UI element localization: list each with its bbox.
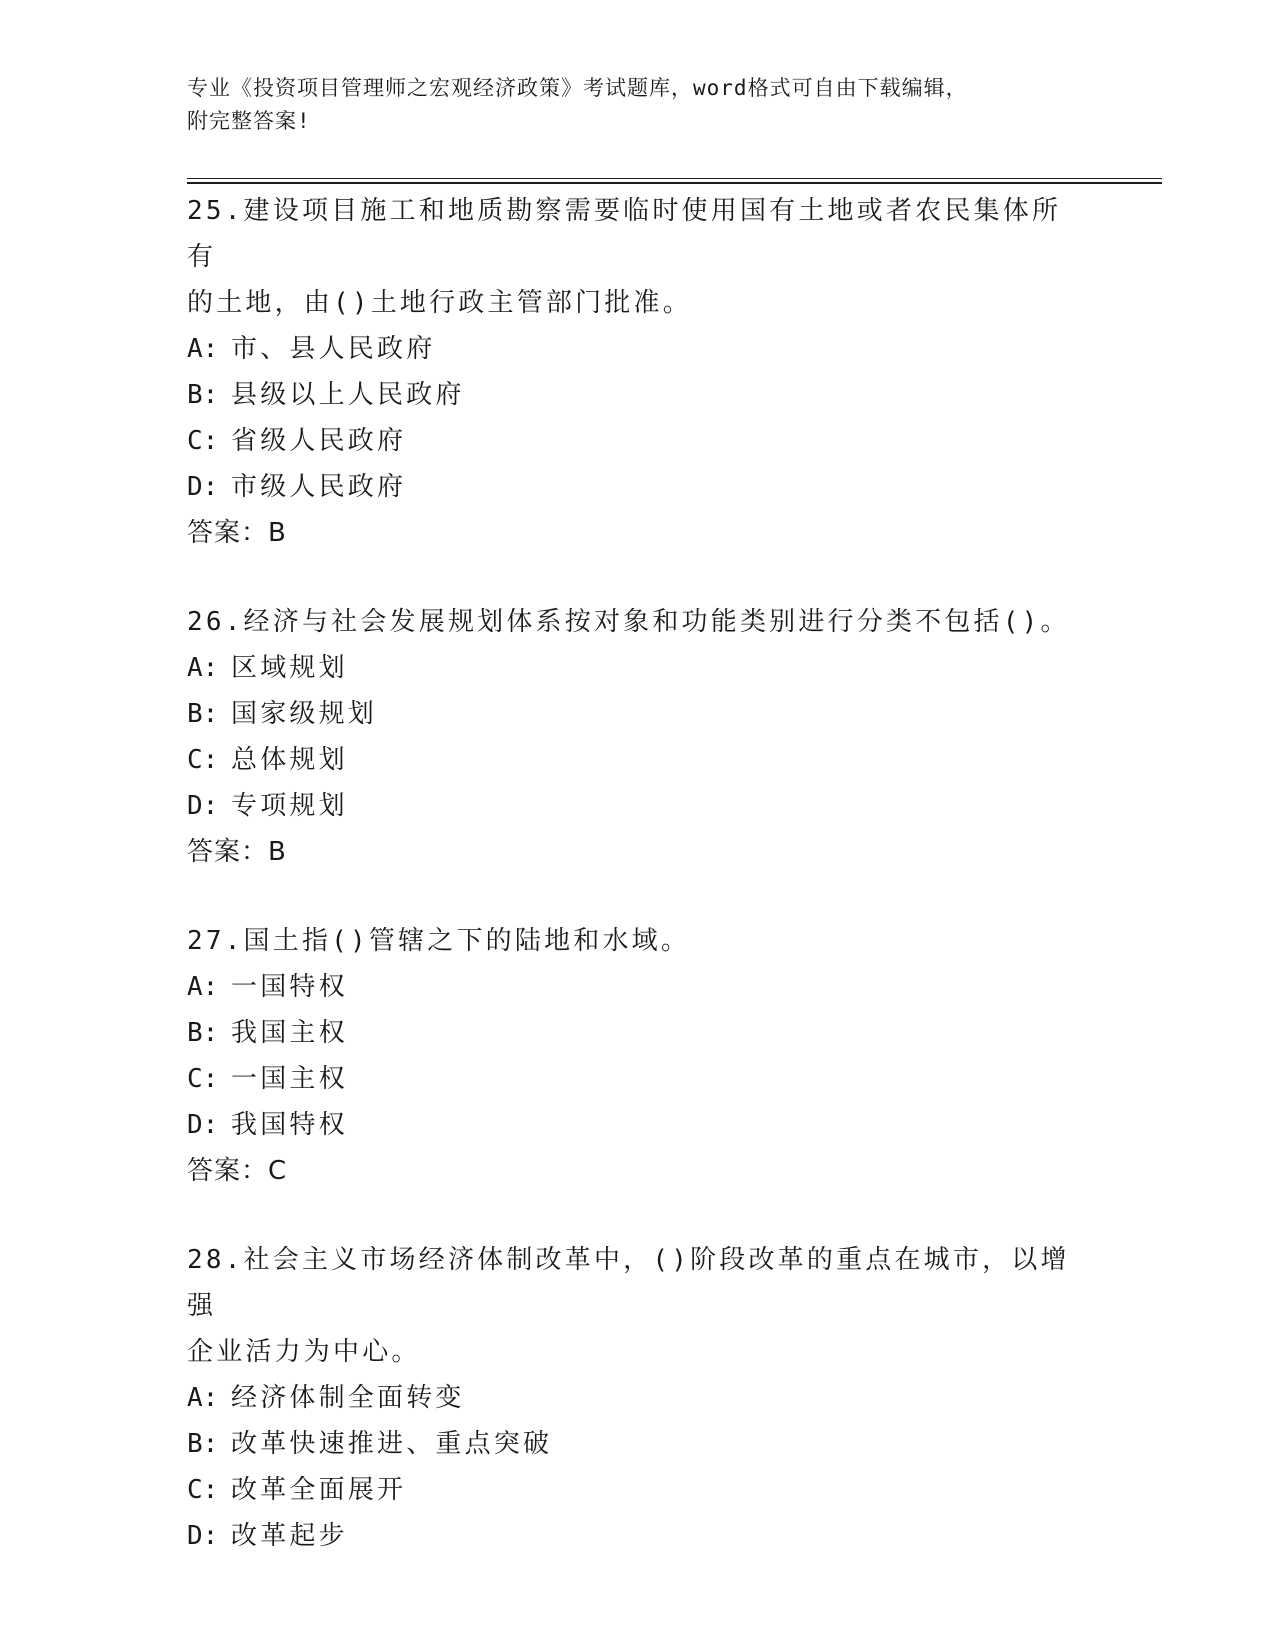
question-text-line: 27.国土指()管辖之下的陆地和水域。: [187, 926, 691, 956]
question-27: [187, 918, 1087, 1194]
option-text: 经济体制全面转变: [231, 1383, 465, 1413]
option-c: [187, 1056, 1087, 1102]
document-header: [187, 72, 1087, 138]
option-key: B:: [187, 380, 219, 410]
question-text: [187, 918, 1087, 964]
question-28: [187, 1237, 1087, 1559]
header-divider-thick: [187, 182, 1162, 184]
option-text: 我国主权: [231, 1018, 348, 1048]
option-d: [187, 1102, 1087, 1148]
answer-line: 答案：B: [187, 837, 287, 867]
option-key: B:: [187, 699, 219, 729]
option-text: 一国主权: [231, 1064, 348, 1094]
option-key: D:: [187, 472, 219, 502]
option-d: [187, 783, 1087, 829]
question-text-line: 28.社会主义市场经济体制改革中，()阶段改革的重点在城市，以增强: [187, 1245, 1070, 1321]
header-line-1: 专业《投资项目管理师之宏观经济政策》考试题库，word格式可自由下载编辑，: [187, 76, 968, 100]
option-text: 市、县人民政府: [231, 334, 436, 364]
option-d: [187, 464, 1087, 510]
option-text: 一国特权: [231, 972, 348, 1002]
option-a: [187, 326, 1087, 372]
option-key: B:: [187, 1018, 219, 1048]
option-c: [187, 1467, 1087, 1513]
option-text: 市级人民政府: [231, 472, 407, 502]
option-key: C:: [187, 745, 219, 775]
option-text: 县级以上人民政府: [231, 380, 465, 410]
option-key: A:: [187, 1383, 219, 1413]
question-text-line: 的土地，由()土地行政主管部门批准。: [187, 288, 692, 318]
option-key: C:: [187, 1064, 219, 1094]
option-b: [187, 372, 1087, 418]
option-text: 区域规划: [231, 653, 348, 683]
answer-line: 答案：C: [187, 1156, 288, 1186]
question-26: [187, 599, 1087, 875]
question-text-line: 25.建设项目施工和地质勘察需要临时使用国有土地或者农民集体所有: [187, 196, 1062, 272]
option-text: 我国特权: [231, 1110, 348, 1140]
header-divider-thin: [187, 178, 1162, 179]
question-text: [187, 599, 1087, 645]
option-text: 国家级规划: [231, 699, 378, 729]
option-b: [187, 1010, 1087, 1056]
option-c: [187, 418, 1087, 464]
option-key: A:: [187, 653, 219, 683]
option-text: 改革快速推进、重点突破: [231, 1429, 553, 1459]
question-text-line: 企业活力为中心。: [187, 1337, 421, 1367]
header-line-2: 附完整答案!: [187, 109, 311, 133]
option-key: D:: [187, 791, 219, 821]
option-d: [187, 1513, 1087, 1559]
option-key: B:: [187, 1429, 219, 1459]
option-b: [187, 1421, 1087, 1467]
question-list: [187, 188, 1087, 1602]
option-key: A:: [187, 972, 219, 1002]
question-text: [187, 188, 1087, 326]
option-key: D:: [187, 1110, 219, 1140]
option-a: [187, 645, 1087, 691]
option-key: C:: [187, 1475, 219, 1505]
question-text-line: 26.经济与社会发展规划体系按对象和功能类别进行分类不包括()。: [187, 607, 1070, 637]
option-text: 改革全面展开: [231, 1475, 407, 1505]
option-text: 专项规划: [231, 791, 348, 821]
question-25: [187, 188, 1087, 556]
answer-line: 答案：B: [187, 518, 287, 548]
option-a: [187, 964, 1087, 1010]
option-b: [187, 691, 1087, 737]
option-key: A:: [187, 334, 219, 364]
option-c: [187, 737, 1087, 783]
option-text: 改革起步: [231, 1521, 348, 1551]
question-text: [187, 1237, 1087, 1375]
option-key: D:: [187, 1521, 219, 1551]
option-text: 总体规划: [231, 745, 348, 775]
option-text: 省级人民政府: [231, 426, 407, 456]
option-a: [187, 1375, 1087, 1421]
option-key: C:: [187, 426, 219, 456]
